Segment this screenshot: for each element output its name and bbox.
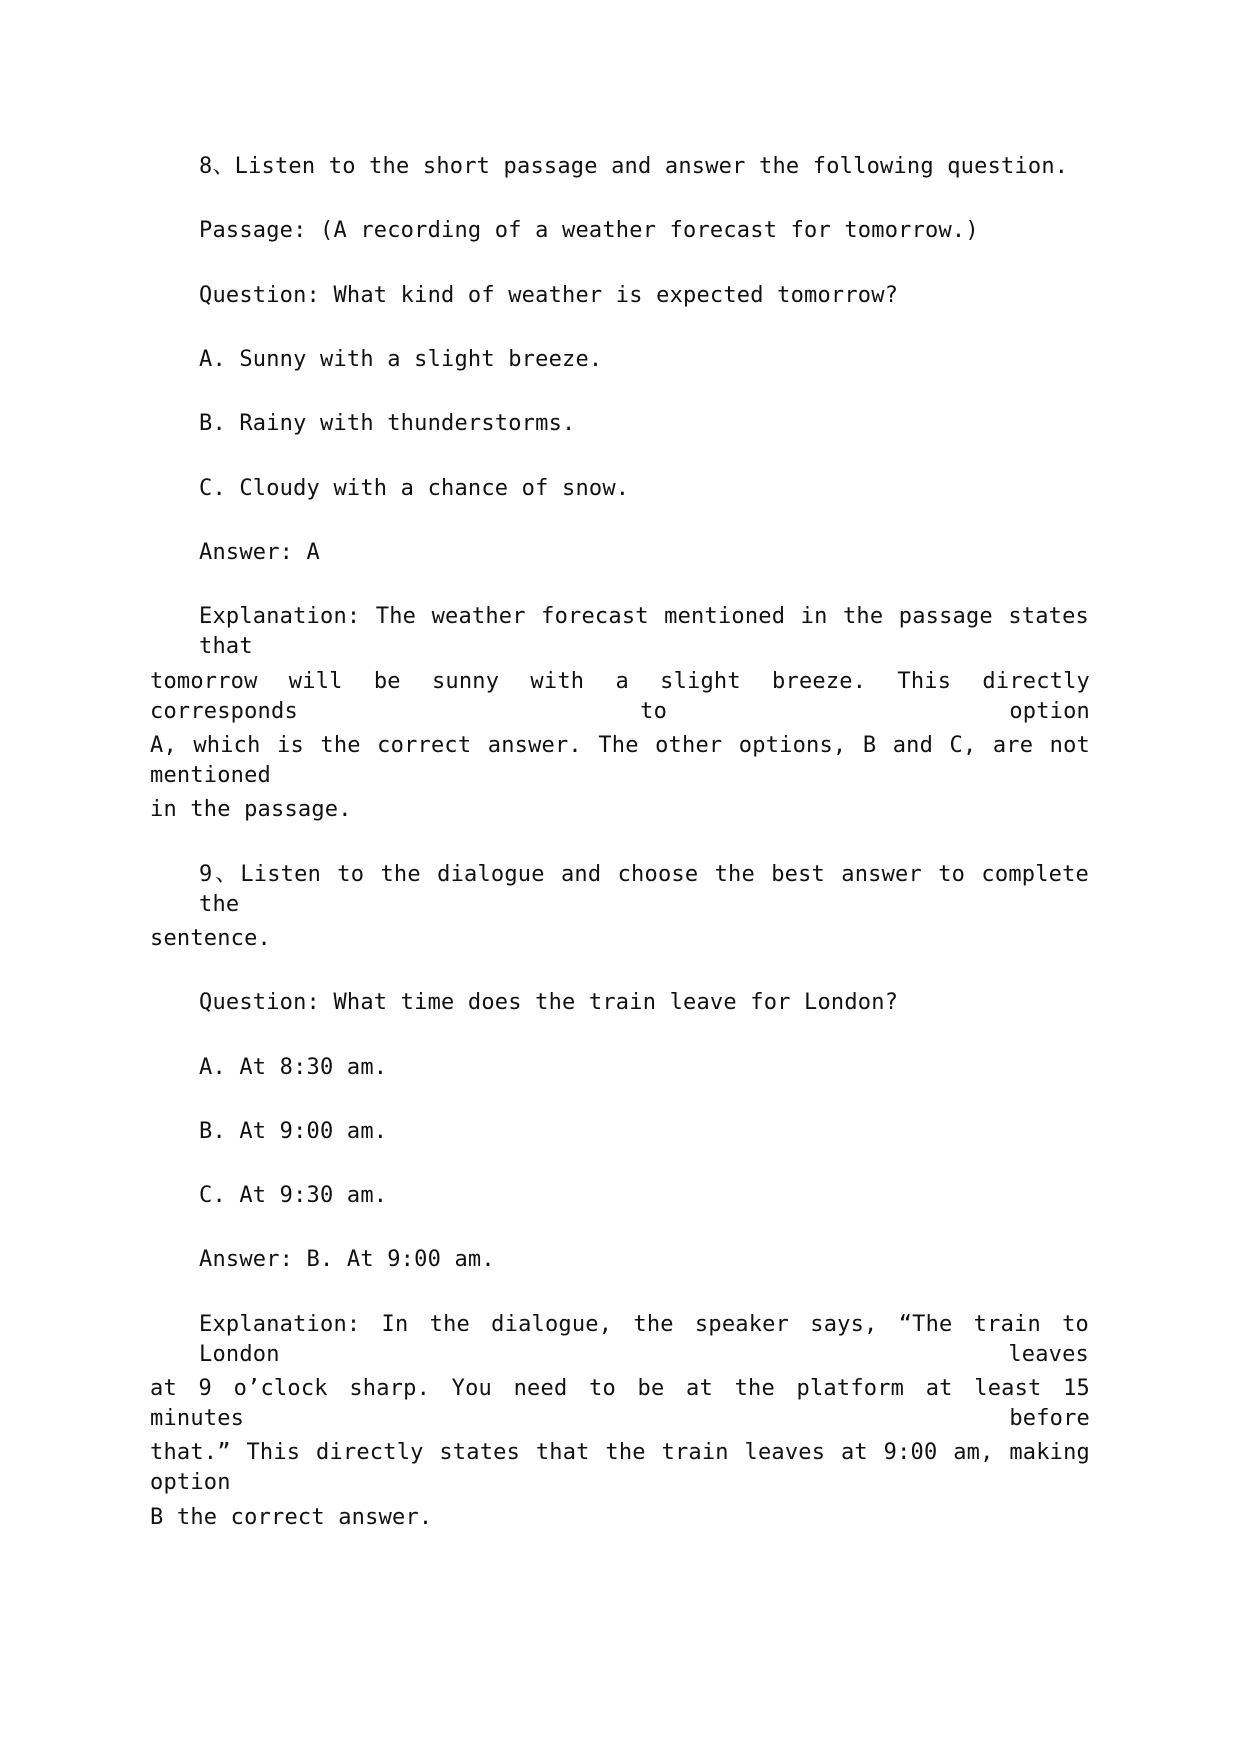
question-8-option-a: A. Sunny with a slight breeze. (199, 347, 603, 372)
question-9-prompt-line-2: sentence. (150, 926, 272, 951)
question-9-explanation-line-1: Explanation: In the dialogue, the speaker says, “The train to London leaves (199, 1312, 1089, 1367)
question-8-explanation-line-4: in the passage. (150, 797, 352, 822)
question-9-option-c: C. At 9:30 am. (199, 1183, 388, 1208)
question-8-option-b: B. Rainy with thunderstorms. (199, 411, 576, 436)
question-8-explanation-line-3: A, which is the correct answer. The other options, B and C, are not mentioned (150, 733, 1090, 788)
question-8-explanation-line-2: tomorrow will be sunny with a slight breeze. This directly corresponds to option (150, 669, 1090, 724)
question-8-explanation-line-1: Explanation: The weather forecast mentioned in the passage states that (199, 604, 1089, 659)
question-8-option-c: C. Cloudy with a chance of snow. (199, 476, 630, 501)
question-9-option-b: B. At 9:00 am. (199, 1119, 388, 1144)
question-9-answer: Answer: B. At 9:00 am. (199, 1247, 495, 1272)
question-9-explanation-line-3: that.” This directly states that the train leaves at 9:00 am, making option (150, 1440, 1090, 1495)
question-9-option-a: A. At 8:30 am. (199, 1055, 388, 1080)
question-8-answer: Answer: A (199, 540, 321, 565)
question-8-question: Question: What kind of weather is expected tomorrow? (199, 283, 899, 308)
question-9-explanation-line-4: B the correct answer. (150, 1505, 433, 1530)
question-9-prompt-line-1: 9、Listen to the dialogue and choose the best answer to complete the (199, 862, 1089, 917)
question-8-prompt: 8、Listen to the short passage and answer the following question. (199, 154, 1069, 179)
question-9-question: Question: What time does the train leave for London? (199, 990, 899, 1015)
question-8-passage: Passage: (A recording of a weather forecast for tomorrow.) (199, 218, 979, 243)
question-9-explanation-line-2: at 9 o’clock sharp. You need to be at the platform at least 15 minutes before (150, 1376, 1090, 1431)
